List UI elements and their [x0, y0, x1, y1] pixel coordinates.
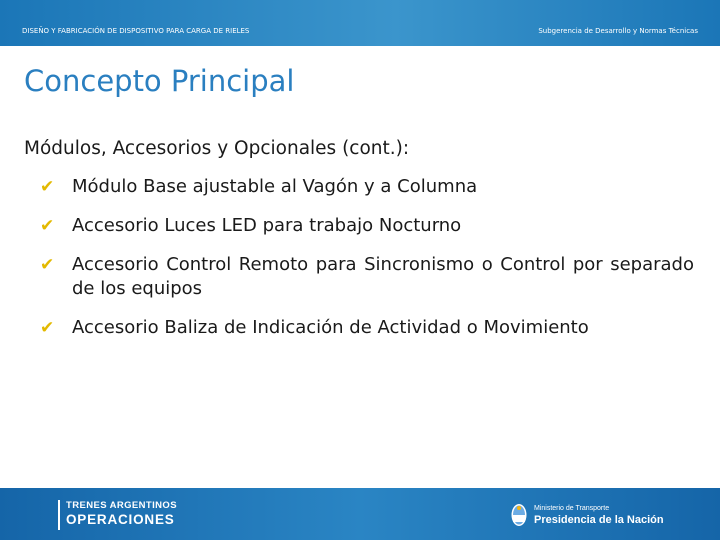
trenes-argentinos-logo [58, 500, 177, 530]
header-department: Subgerencia de Desarrollo y Normas Técnicas [538, 27, 698, 35]
check-mark-icon: ✔ [40, 318, 55, 338]
national-shield-icon [510, 502, 528, 528]
bullet-list [40, 175, 694, 355]
list-item [40, 214, 694, 238]
logo-line-1: TRENES ARGENTINOS [66, 500, 177, 511]
ministerio-name: Ministerio de Transporte [534, 505, 610, 512]
bullet-text: Accesorio Baliza de Indicación de Actividad o Movimiento [72, 317, 589, 338]
check-mark-icon: ✔ [40, 255, 55, 275]
bullet-text: Accesorio Control Remoto para Sincronismo o Control por separado de los equipos [72, 254, 694, 299]
header-document-title: DISEÑO Y FABRICACIÓN DE DISPOSITIVO PARA CARGA DE RIELES [22, 27, 250, 35]
presidencia-name: Presidencia de la Nación [534, 514, 664, 526]
footer-bar [0, 488, 720, 540]
logo-line-2: OPERACIONES [66, 512, 175, 527]
list-item [40, 175, 694, 199]
check-mark-icon: ✔ [40, 177, 55, 197]
list-item [40, 316, 694, 340]
list-item [40, 253, 694, 301]
slide-title: Concepto Principal [24, 64, 295, 98]
check-mark-icon: ✔ [40, 216, 55, 236]
slide-subtitle: Módulos, Accesorios y Opcionales (cont.): [24, 138, 410, 159]
header-bar [0, 0, 720, 46]
bullet-text: Módulo Base ajustable al Vagón y a Columna [72, 176, 478, 197]
bullet-text: Accesorio Luces LED para trabajo Nocturno [72, 215, 462, 236]
